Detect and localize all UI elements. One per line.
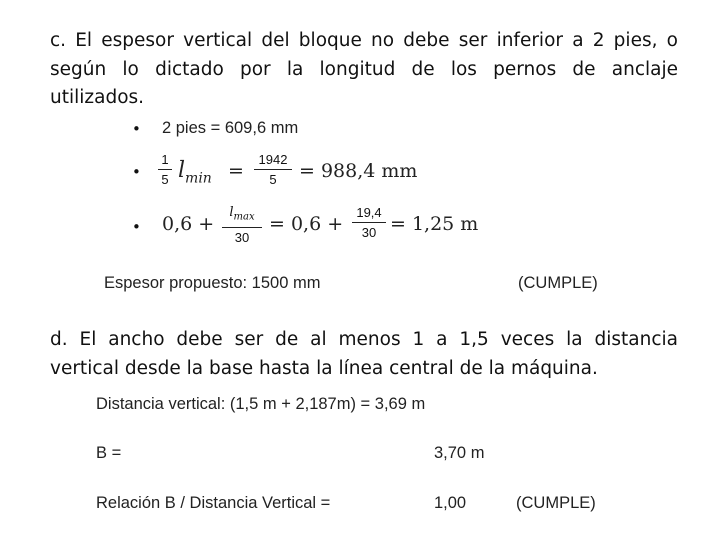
espesor-propuesto: Espesor propuesto: 1500 mm (104, 274, 321, 292)
bullet-3-lead: 0,6 + (162, 213, 215, 235)
fraction-numerator: 1 (161, 152, 169, 167)
fraction-lmax-30 (222, 205, 262, 245)
bullet-3-mid: = 0,6 + (269, 213, 344, 235)
relacion-label: Relación B / Distancia Vertical = (96, 494, 331, 512)
fraction-numerator: 1942 (258, 152, 288, 167)
bullet-1: • (132, 120, 141, 138)
bullet-3-result: = 1,25 m (390, 213, 479, 235)
fraction-bar (222, 227, 262, 228)
fraction-bar (352, 222, 386, 223)
b-value: 3,70 m (434, 444, 485, 462)
relacion-value: 1,00 (434, 494, 467, 512)
bullet-2-result: = 988,4 mm (299, 160, 418, 182)
b-label: B = (96, 444, 122, 462)
fraction-one-fifth (158, 152, 172, 187)
bullet-2: • (132, 163, 141, 181)
fraction-bar (254, 169, 292, 170)
fraction-19-4-30 (352, 205, 386, 240)
fraction-1942-5 (254, 152, 292, 187)
distancia-vertical: Distancia vertical: (1,5 m + 2,187m) = 3,69 m (96, 395, 426, 413)
max-subscript: max (233, 211, 255, 223)
l-symbol: l (229, 205, 234, 220)
paragraph-c (50, 27, 678, 113)
fraction-numerator: 19,4 (356, 205, 382, 220)
l-symbol: l (178, 158, 186, 183)
fraction-denominator: 5 (269, 172, 277, 188)
bullet-3: • (132, 218, 141, 236)
min-subscript: min (185, 170, 212, 187)
equals-sign: = (228, 160, 244, 182)
fraction-bar (158, 169, 172, 170)
paragraph-d-line-1: d. El ancho debe ser de al menos 1 a 1,5 veces la distancia (50, 329, 678, 350)
paragraph-c-line-2: según lo dictado por la longitud de los pernos de anclaje (50, 58, 678, 80)
fraction-denominator: 30 (234, 229, 250, 245)
bullet-1-text: 2 pies = 609,6 mm (162, 119, 299, 137)
fraction-numerator (222, 205, 262, 225)
paragraph-d-line-2: vertical desde la base hasta la línea central de la máquina. (50, 357, 598, 379)
espesor-status: (CUMPLE) (518, 274, 598, 292)
l-min-variable (178, 158, 212, 186)
fraction-denominator: 5 (161, 172, 169, 188)
paragraph-c-line-1: c. El espesor vertical del bloque no debe ser inferior a 2 pies, o (50, 30, 678, 51)
relacion-status: (CUMPLE) (516, 494, 596, 512)
paragraph-d (50, 326, 678, 383)
fraction-denominator: 30 (361, 225, 377, 241)
paragraph-c-line-3: utilizados. (50, 87, 145, 108)
